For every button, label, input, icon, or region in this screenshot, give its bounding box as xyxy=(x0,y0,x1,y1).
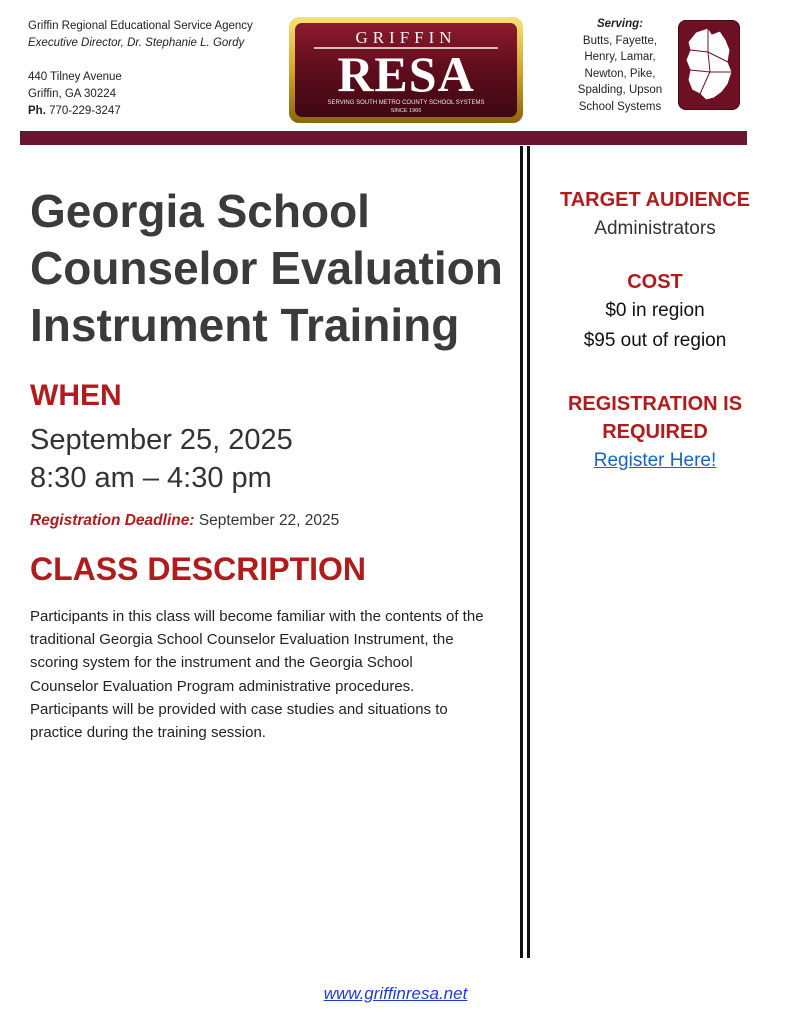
serving-line: Newton, Pike, xyxy=(584,67,656,80)
phone-label: Ph. xyxy=(28,105,46,117)
agency-name: Griffin Regional Educational Service Agency xyxy=(28,20,253,32)
deadline-date: September 22, 2025 xyxy=(198,512,340,529)
target-audience-section xyxy=(540,186,770,244)
county-map-icon xyxy=(678,20,740,110)
registration-required-line-2: REQUIRED xyxy=(602,421,708,443)
serving-line: School Systems xyxy=(578,100,662,113)
logo-tagline: SERVING SOUTH METRO COUNTY SCHOOL SYSTEMS xyxy=(327,100,485,106)
serving-line: Henry, Lamar, xyxy=(584,51,656,63)
griffin-resa-logo xyxy=(288,16,524,124)
registration-section xyxy=(540,390,770,476)
serving-heading: Serving: xyxy=(596,18,643,30)
footer xyxy=(0,984,791,1004)
serving-line: Spalding, Upson xyxy=(577,84,663,96)
cost-in-region: $0 in region xyxy=(605,300,705,321)
address-line-1: 440 Tilney Avenue xyxy=(28,71,122,83)
class-description-heading: CLASS DESCRIPTION xyxy=(30,551,367,587)
website-link[interactable]: www.griffinresa.net xyxy=(323,984,468,1003)
register-here-link[interactable]: Register Here! xyxy=(593,450,717,471)
executive-director: Executive Director, Dr. Stephanie L. Gordy xyxy=(28,37,245,49)
agency-info xyxy=(28,18,253,120)
registration-required-line-1: REGISTRATION IS xyxy=(567,393,743,415)
page-title: Georgia School Counselor Evaluation Instrument Training xyxy=(30,185,503,351)
registration-deadline xyxy=(30,512,339,530)
deadline-label: Registration Deadline: xyxy=(30,512,195,529)
logo-main-text: RESA xyxy=(337,46,475,102)
phone-line xyxy=(28,103,253,120)
cost-out-of-region: $95 out of region xyxy=(583,330,727,351)
address-line-2: Griffin, GA 30224 xyxy=(28,88,117,100)
event-date: September 25, 2025 xyxy=(30,424,293,456)
phone-number: 770-229-3247 xyxy=(49,105,121,117)
logo-top-text: GRIFFIN xyxy=(355,28,457,47)
target-audience-heading: TARGET AUDIENCE xyxy=(560,189,750,211)
cost-heading: COST xyxy=(627,271,683,293)
when-details xyxy=(30,421,293,497)
when-heading: WHEN xyxy=(30,379,122,412)
cost-section xyxy=(540,268,770,356)
column-divider-left xyxy=(520,146,523,958)
class-description-text: Participants in this class will become familiar with the contents of the traditional Georgia School Counselor Evaluation Instrument, the scoring system for the instrument and the Georgia School Counselor Evaluation Program administrative procedures. Participants will be provided with case studies and situations to practice during the training session. xyxy=(30,608,484,742)
column-divider-right xyxy=(527,146,530,958)
serving-counties xyxy=(568,16,672,115)
serving-line: Butts, Fayette, xyxy=(582,34,658,47)
logo-since: SINCE 1966 xyxy=(390,108,422,114)
header-divider-bar xyxy=(20,131,747,145)
target-audience-value: Administrators xyxy=(594,218,716,239)
event-time: 8:30 am – 4:30 pm xyxy=(30,462,272,494)
